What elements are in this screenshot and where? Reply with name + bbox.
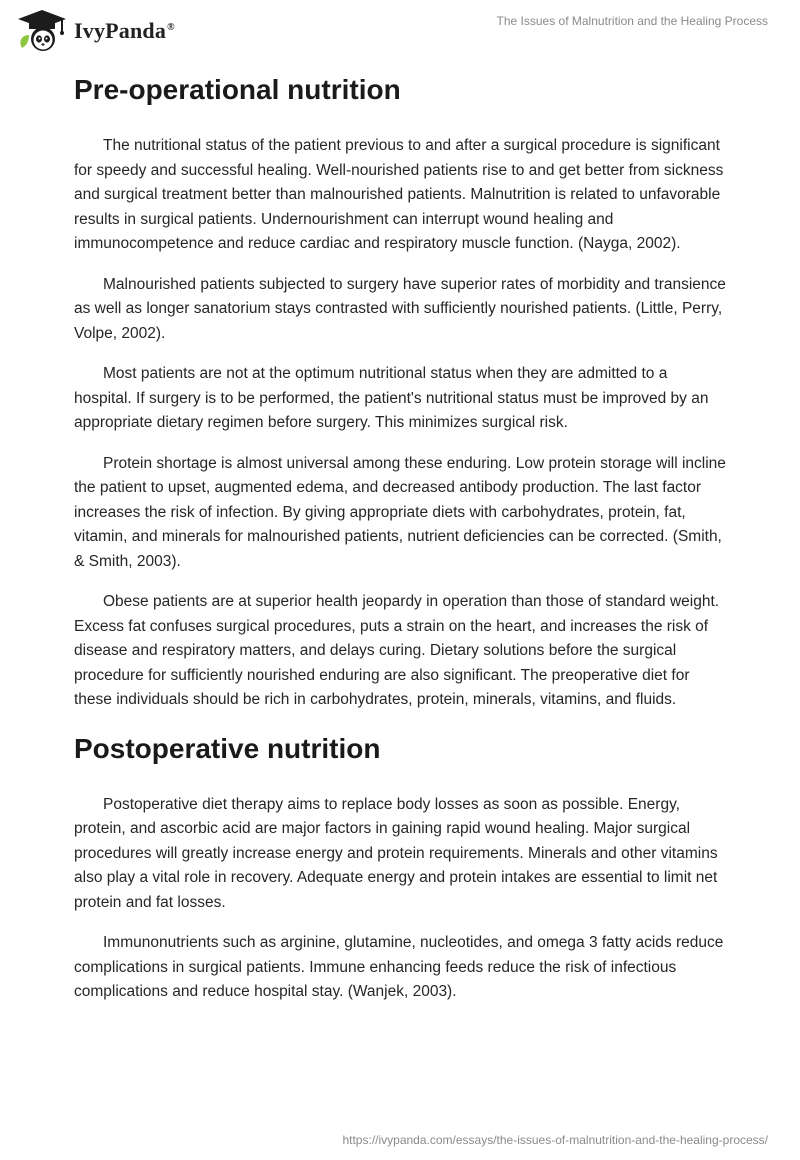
paragraph: Postoperative diet therapy aims to replace body losses as soon as possible. Energy, protein, and ascorbic acid are major factors in gaining rapid wound healing. Major surgical procedures will greatly increase energy and protein requirements. Minerals and other vitamins also play a vital role in recovery. Adequate energy and protein intakes are essential to limit net protein and fat losses. (74, 795, 718, 911)
registered-mark: ® (167, 21, 175, 33)
essay-content (74, 70, 726, 1021)
page-header (0, 0, 800, 62)
paragraph: The nutritional status of the patient previous to and after a surgical procedure is significant for speedy and successful healing. Well-nourished patients rise to and get better from sickness and surgical treatment better than malnourished patients. Malnutrition is related to unfavorable results in surgical patients. Undernourishment can interrupt wound healing and immunocompetence and reduce cardiac and respiratory muscle function. (Nayga, 2002). (74, 137, 724, 252)
section-heading: Postoperative nutrition (74, 732, 381, 764)
paragraph: Most patients are not at the optimum nutritional status when they are admitted to a hospital. If surgery is to be performed, the patient's nutritional status must be improved by an appropriate dietary regimen before surgery. This minimizes surgical risk. (74, 365, 709, 431)
ivypanda-logo[interactable] (16, 8, 175, 54)
paragraph: Obese patients are at superior health jeopardy in operation than those of standard weight. Excess fat confuses surgical procedures, puts a strain on the heart, and increases the risk of disease and respiratory matters, and delays curing. Dietary solutions before the surgical procedure for sufficiently nourished enduring are also significant. The preoperative diet for these individuals should be rich in carbohydrates, protein, minerals, vitamins, and fluids. (74, 593, 720, 708)
document-title: The Issues of Malnutrition and the Healing Process (496, 14, 768, 28)
paragraph: Malnourished patients subjected to surgery have superior rates of morbidity and transience as well as longer sanatorium stays contrasted with sufficiently nourished patients. (Little, Perry, Volpe, 2002). (74, 275, 726, 342)
paragraph: Immunonutrients such as arginine, glutamine, nucleotides, and omega 3 fatty acids reduce complications in surgical patients. Immune enhancing feeds reduce the risk of infectious complications and reduce hospital stay. (Wanjek, 2003). (74, 934, 724, 1000)
panda-graduate-icon (16, 8, 68, 54)
logo-wordmark: IvyPanda® (74, 18, 175, 43)
source-url[interactable]: https://ivypanda.com/essays/the-issues-of-malnutrition-and-the-healing-process/ (342, 1133, 768, 1147)
paragraph: Protein shortage is almost universal among these enduring. Low protein storage will incline the patient to upset, augmented edema, and decreased antibody production. The last factor increases the risk of infection. By giving appropriate diets with carbohydrates, protein, fat, vitamin, and minerals for malnourished patients, nutrient deficiencies can be corrected. (Smith, & Smith, 2003). (74, 454, 726, 570)
section-heading: Pre-operational nutrition (74, 74, 401, 105)
section-pre-operational (74, 70, 726, 713)
section-postoperative (74, 729, 726, 1005)
